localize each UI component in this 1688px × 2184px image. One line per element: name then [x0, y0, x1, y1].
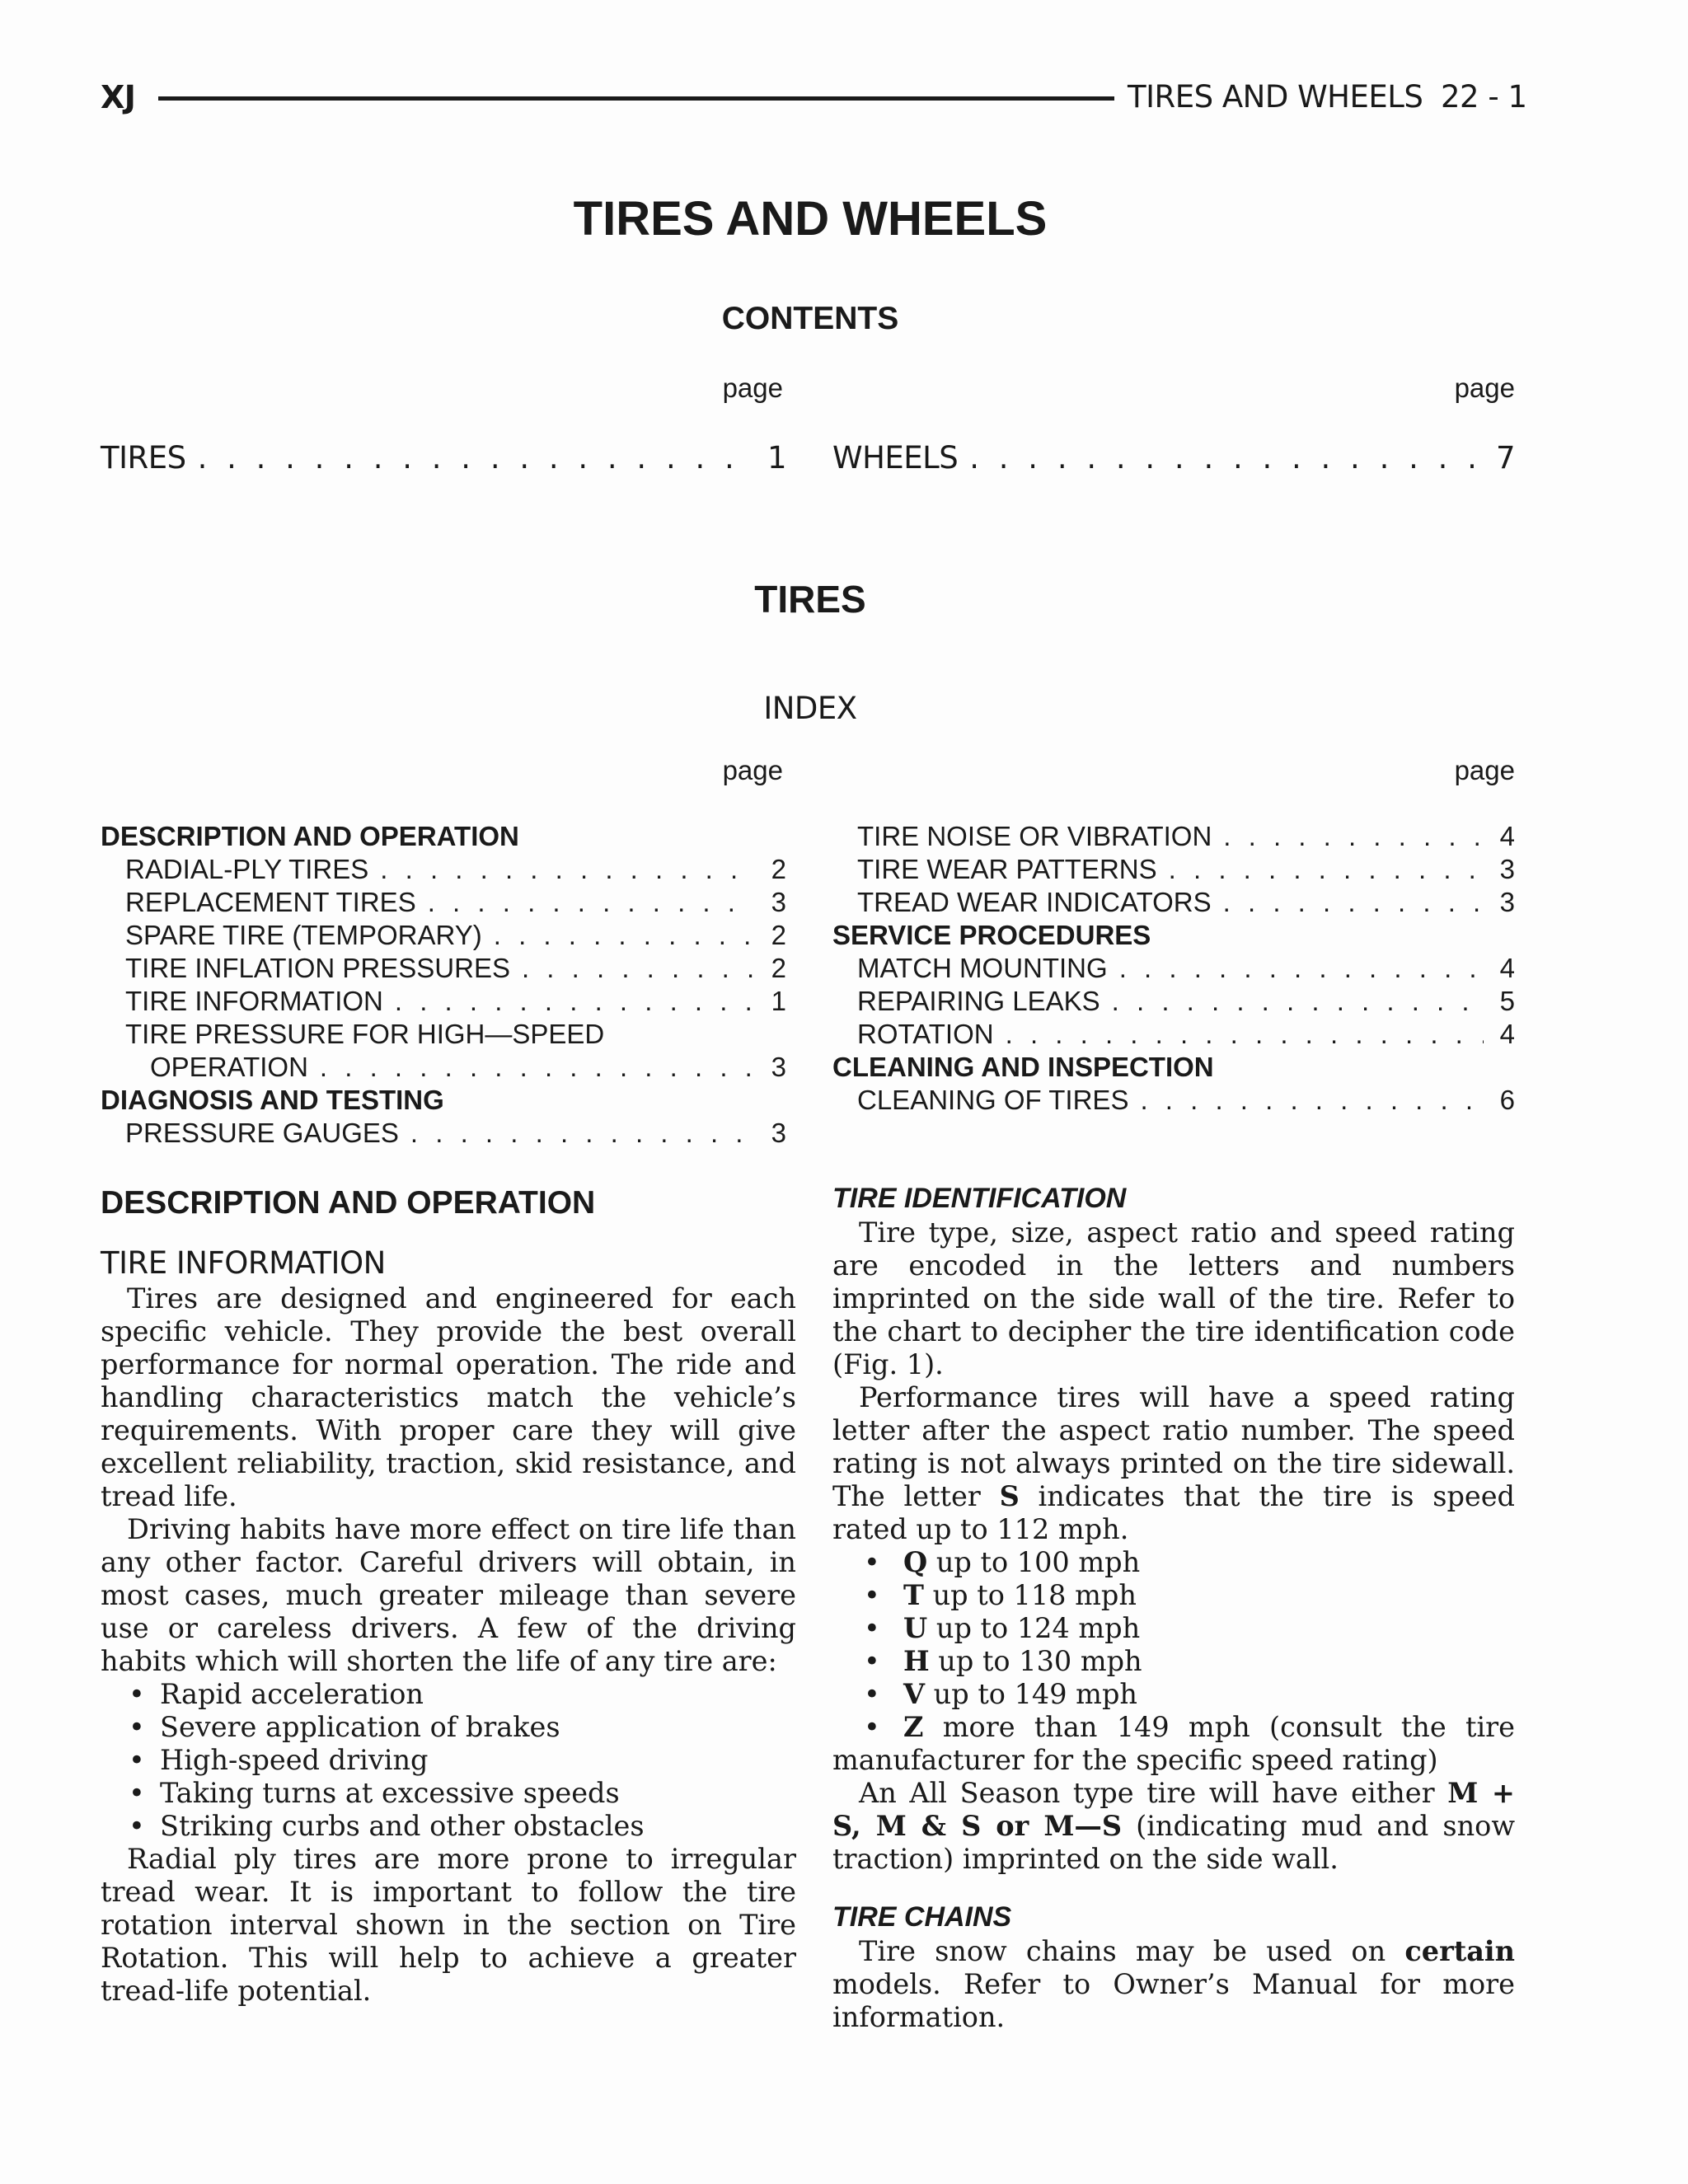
index-entry-label: TREAD WEAR INDICATORS [857, 887, 1212, 917]
bullet-icon: • [129, 1711, 145, 1743]
bullet-icon: • [864, 1711, 880, 1743]
bold-text: M + S, M & S or M—S [832, 1777, 1515, 1842]
paragraph: Radial ply tires are more prone to irregular tread wear. It is important to follow the tire rotation interval shown in the section on Tire Rotation. This will help to achieve a greater tread-life potential. [101, 1843, 796, 2007]
index-entry-page: 4 [1499, 821, 1515, 851]
page-title: TIRES AND WHEELS [573, 192, 1048, 246]
subheading-tire-chains: TIRE CHAINS [832, 1901, 1012, 1933]
list-item-text: Taking turns at excessive speeds [160, 1777, 620, 1809]
text-run: indicates that the tire is speed rated up to 112 mph. [832, 1480, 1515, 1545]
paragraph [832, 1935, 1515, 2034]
index-section-heading: DESCRIPTION AND OPERATION [101, 821, 519, 851]
index-entry-label: OPERATION [150, 1052, 308, 1082]
index-entry[interactable] [101, 886, 786, 919]
leader-dots [510, 952, 755, 985]
subheading-tire-information: TIRE INFORMATION [101, 1245, 386, 1281]
index-entry-label: PRESSURE GAUGES [125, 1118, 399, 1148]
speed-letter: V [903, 1678, 925, 1710]
index-page-label-right: page [1454, 755, 1515, 785]
list-item-text: up to 118 mph [923, 1579, 1137, 1611]
toc-entry-label: WHEELS [832, 440, 959, 476]
leader-dots [399, 1117, 755, 1150]
index-entry[interactable] [832, 1018, 1515, 1051]
bullet-icon: • [129, 1777, 145, 1809]
list-item [832, 1579, 1515, 1612]
index-entry-label: ROTATION [857, 1019, 994, 1049]
toc-entry-wheels[interactable] [832, 440, 1515, 480]
index-entry-page: 2 [771, 920, 786, 950]
index-entry-page: 3 [1499, 854, 1515, 884]
index-entry[interactable] [832, 1084, 1515, 1117]
bullet-icon: • [864, 1678, 880, 1710]
index-page-label-left: page [722, 755, 783, 785]
list-item [101, 1744, 796, 1777]
index-entry[interactable] [101, 853, 786, 886]
leader-dots [1100, 985, 1484, 1018]
list-item-text: Severe application of brakes [160, 1711, 560, 1743]
leader-dots [1108, 952, 1484, 985]
index-entry-label: MATCH MOUNTING [857, 953, 1108, 983]
list-item-text: more than 149 mph (consult the tire manufacturer for the specific speed rating) [832, 1711, 1515, 1776]
section-heading-description: DESCRIPTION AND OPERATION [101, 1185, 596, 1221]
leader-dots [308, 1051, 755, 1084]
index-entry-label: REPAIRING LEAKS [857, 986, 1100, 1016]
index-entry-page: 3 [771, 887, 786, 917]
index-left-column [101, 820, 786, 1150]
subheading-tire-identification: TIRE IDENTIFICATION [832, 1183, 1127, 1214]
toc-entry-tires[interactable] [101, 440, 786, 480]
list-item [832, 1678, 1515, 1711]
list-item-text: up to 100 mph [927, 1546, 1141, 1578]
speed-letter: H [903, 1645, 930, 1677]
index-entry[interactable] [832, 952, 1515, 985]
index-entry-label: TIRE INFORMATION [125, 986, 383, 1016]
speed-rating-list [832, 1546, 1515, 1777]
bullet-icon: • [864, 1579, 880, 1611]
index-entry-label: SPARE TIRE (TEMPORARY) [125, 920, 482, 950]
leader-dots [1212, 886, 1484, 919]
bold-text: S [999, 1480, 1020, 1512]
index-section-heading: SERVICE PROCEDURES [832, 920, 1151, 950]
leader-dots [994, 1018, 1484, 1051]
leader-dots [416, 886, 755, 919]
bullet-icon: • [864, 1546, 880, 1578]
index-entry-page: 4 [1499, 1019, 1515, 1049]
contents-page-label-left: page [722, 373, 783, 403]
index-entry-page: 5 [1499, 986, 1515, 1016]
paragraph: Driving habits have more effect on tire life than any other factor. Careful drivers will obtain, in most cases, much greater mileage than severe use or careless drivers. A few of the driving habits which will shorten the life of any tire are: [101, 1513, 796, 1677]
paragraph: Tire type, size, aspect ratio and speed rating are encoded in the letters and numbers imprinted on the side wall of the tire. Refer to the chart to decipher the tire identification code (Fig. 1). [832, 1216, 1515, 1380]
paragraph: Tires are designed and engineered for each specific vehicle. They provide the best overall performance for normal operation. The ride and handling characteristics match the vehicle’s requirements. With proper care they will give excellent reliability, traction, skid resistance, and tread life. [101, 1282, 796, 1512]
list-item [101, 1711, 796, 1744]
toc-entry-page: 7 [1495, 440, 1515, 476]
list-item [832, 1612, 1515, 1645]
index-entry-label: TIRE INFLATION PRESSURES [125, 953, 510, 983]
body-right-column [832, 1180, 1515, 2034]
index-right-column [832, 820, 1515, 1117]
paragraph [832, 1381, 1515, 1546]
contents-heading: CONTENTS [721, 301, 899, 336]
index-entry-page: 3 [771, 1052, 786, 1082]
index-entry[interactable] [101, 985, 786, 1018]
index-entry[interactable] [832, 985, 1515, 1018]
bullet-icon: • [129, 1678, 145, 1710]
list-item-text: up to 149 mph [925, 1678, 1137, 1710]
header-rule [158, 96, 1114, 101]
list-item [832, 1546, 1515, 1579]
text-run: Performance tires will have a speed rating letter after the aspect ratio number. The speed rating is not always printed on the tire sidewall. The letter [832, 1381, 1515, 1512]
index-entry[interactable] [832, 853, 1515, 886]
header-page-number: 22 - 1 [1441, 79, 1527, 115]
leader-dots [958, 440, 1479, 476]
leader-dots [368, 853, 754, 886]
list-item-text: up to 124 mph [927, 1612, 1141, 1644]
index-entry-label: REPLACEMENT TIRES [125, 887, 416, 917]
header-model: XJ [101, 79, 136, 115]
leader-dots [482, 919, 755, 952]
list-item [101, 1777, 796, 1810]
index-entry-label: TIRE NOISE OR VIBRATION [857, 821, 1212, 851]
driving-habits-list [101, 1678, 796, 1843]
index-entry-label: TIRE WEAR PATTERNS [857, 854, 1157, 884]
index-entry[interactable] [101, 1117, 786, 1150]
index-entry[interactable] [101, 952, 786, 985]
index-heading: INDEX [763, 691, 857, 726]
speed-letter: Z [903, 1711, 924, 1743]
text-run: (indicating mud and snow traction) imprinted on the side wall. [832, 1810, 1516, 1875]
index-entry-page: 3 [1499, 887, 1515, 917]
list-item-text: Striking curbs and other obstacles [160, 1810, 645, 1842]
header-section-title: TIRES AND WHEELS [1128, 79, 1423, 115]
bullet-icon: • [129, 1810, 145, 1842]
paragraph [832, 1777, 1515, 1876]
list-item-text: up to 130 mph [929, 1645, 1142, 1677]
list-item [101, 1810, 796, 1843]
index-entry-page: 3 [771, 1118, 786, 1148]
index-entry-page: 6 [1499, 1085, 1515, 1115]
text-run: Tire snow chains may be used on [859, 1935, 1405, 1967]
body-left-column [101, 1187, 796, 2008]
list-item-text: Rapid acceleration [160, 1678, 424, 1710]
index-section-heading: CLEANING AND INSPECTION [832, 1052, 1214, 1082]
index-entry-page: 1 [771, 986, 786, 1016]
speed-letter: Q [903, 1546, 928, 1578]
bold-text: certain [1404, 1935, 1515, 1967]
list-item [832, 1645, 1515, 1678]
bullet-icon: • [129, 1744, 145, 1776]
text-run: An All Season type tire will have either [859, 1777, 1448, 1809]
index-entry[interactable] [832, 820, 1515, 853]
leader-dots [1157, 853, 1484, 886]
leader-dots [383, 985, 755, 1018]
index-entry[interactable] [101, 919, 786, 952]
index-entry-page: 2 [771, 953, 786, 983]
leader-dots [1128, 1084, 1483, 1117]
toc-entry-label: TIRES [101, 440, 186, 476]
index-entry[interactable] [832, 886, 1515, 919]
list-item-text: High-speed driving [160, 1744, 429, 1776]
index-entry-label: RADIAL-PLY TIRES [125, 854, 369, 884]
index-entry-page: 4 [1499, 953, 1515, 983]
leader-dots [1212, 820, 1483, 853]
speed-letter: T [903, 1579, 924, 1611]
tires-heading: TIRES [754, 578, 866, 621]
index-entry-multiline-first[interactable]: TIRE PRESSURE FOR HIGH—SPEED [125, 1019, 605, 1049]
bullet-icon: • [864, 1645, 880, 1677]
contents-page-label-right: page [1454, 373, 1515, 403]
index-entry-label: CLEANING OF TIRES [857, 1085, 1129, 1115]
toc-entry-page: 1 [767, 440, 786, 476]
bullet-icon: • [864, 1612, 880, 1644]
text-run: models. Refer to Owner’s Manual for more information. [832, 1968, 1515, 2033]
index-section-heading: DIAGNOSIS AND TESTING [101, 1085, 444, 1115]
speed-letter: U [903, 1612, 928, 1644]
leader-dots [186, 440, 751, 476]
list-item [101, 1678, 796, 1711]
list-item [832, 1711, 1515, 1777]
index-entry[interactable] [101, 1051, 786, 1084]
index-entry-page: 2 [771, 854, 786, 884]
